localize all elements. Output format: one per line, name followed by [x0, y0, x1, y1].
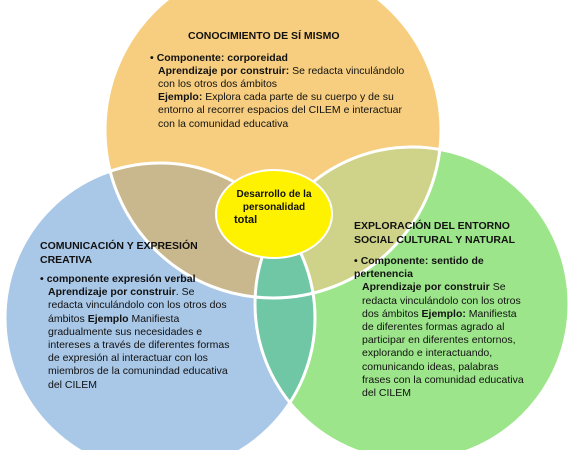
- left-section: [40, 240, 230, 392]
- left-ejemplo-text: Manifiesta gradualmente sus necesidades e intereses a través de diferentes formas de expresión al interactuar con los miembros de la comunindad educativa del CILEM: [48, 312, 230, 391]
- top-componente: • Componente: corporeidad: [150, 52, 412, 65]
- left-componente: • componente expresión verbal: [40, 273, 230, 286]
- center-line3: total: [234, 214, 258, 226]
- center-label: [222, 188, 326, 227]
- left-ejemplo-label: Ejemplo: [87, 312, 129, 325]
- right-aprendizaje-text: Se redacta vinculándolo con los otros dos ámbitos: [362, 281, 521, 320]
- right-ejemplo-label: Ejemplo:: [421, 307, 466, 320]
- top-body: [150, 65, 412, 131]
- right-componente: • Componente: sentido de pertenencia: [354, 255, 530, 281]
- right-body: [354, 281, 530, 400]
- right-ejemplo-text: Manifiesta de diferentes formas agrado al participar en diferentes entornos, explorando e interactuando, comunicando ideas, palabras frases con la comunidad educativa del CILEM: [362, 307, 524, 400]
- top-title: CONOCIMIENTO DE SÍ MISMO: [188, 30, 340, 42]
- top-ejemplo-text: Explora cada parte de su cuerpo y de su entorno al recorrer espacios del CILEM e interactuar con la comunidad educativa: [158, 91, 402, 130]
- left-aprendizaje-label: Aprendizaje por construir: [48, 286, 176, 299]
- top-section: [150, 30, 412, 131]
- center-line1: Desarrollo de la: [236, 189, 312, 200]
- right-section: [354, 220, 530, 400]
- left-title: COMUNICACIÓN Y EXPRESIÓN CREATIVA: [40, 240, 198, 266]
- right-title: EXPLORACIÓN DEL ENTORNO SOCIAL CULTURAL Y NATURAL: [354, 220, 516, 246]
- top-aprendizaje-label: Aprendizaje por construir:: [158, 64, 290, 77]
- left-body: [40, 286, 230, 392]
- top-aprendizaje-text: Se redacta vinculándolo con los otros dos ámbitos: [158, 64, 405, 90]
- top-ejemplo-label: Ejemplo:: [158, 91, 203, 104]
- right-aprendizaje-label: Aprendizaje por construir: [362, 281, 490, 294]
- center-line2: personalidad: [242, 202, 306, 213]
- left-aprendizaje-text: . Se redacta vinculándolo con los otros dos ámbitos: [48, 286, 227, 325]
